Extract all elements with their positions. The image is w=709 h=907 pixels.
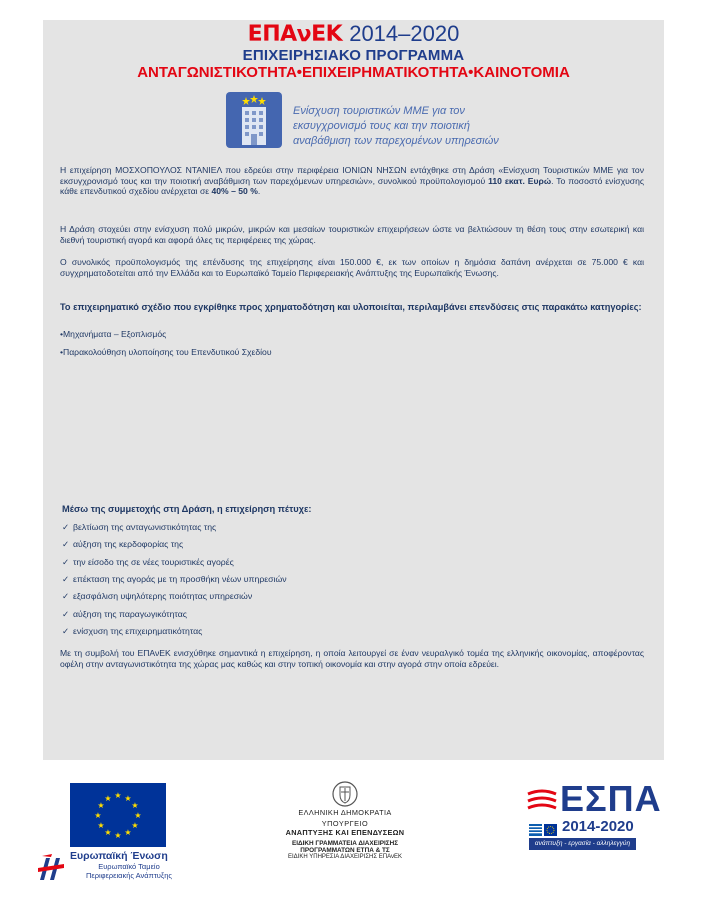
- check-icon: ✓: [62, 609, 70, 619]
- check-icon: ✓: [62, 574, 70, 584]
- check-icon: ✓: [62, 557, 70, 567]
- epanek-title: [43, 22, 664, 47]
- categories-intro: Το επιχειρηματικό σχέδιο που εγκρίθηκε προς χρηματοδότηση και υλοποιείται, περιλαμβάνει επενδύσεις στις παρακάτω κατηγορίες:: [60, 302, 642, 312]
- svg-text:★: ★: [131, 821, 139, 830]
- gr-ministry-name: ΑΝΑΠΤΥΞΗΣ ΚΑΙ ΕΠΕΝΔΥΣΕΩΝ: [285, 828, 405, 837]
- svg-text:★: ★: [104, 794, 112, 803]
- check-icon: ✓: [62, 539, 70, 549]
- eu-flag-icon: [70, 783, 166, 847]
- svg-text:★: ★: [97, 821, 105, 830]
- result-item: ✓ εξασφάλιση υψηλότερης ποιότητας υπηρεσιών: [62, 591, 253, 601]
- svg-text:★: ★: [114, 831, 122, 840]
- epanek-years: 2014–2020: [349, 21, 460, 46]
- espa-years: 2014-2020: [562, 818, 634, 835]
- erdf-logo-icon: [36, 852, 66, 882]
- ministry-block: [260, 786, 430, 860]
- category-item: •Μηχανήματα – Εξοπλισμός: [60, 329, 167, 339]
- gr-programs: ΠΡΟΓΡΑΜΜΑΤΩΝ ΕΤΠΑ & ΤΣ: [300, 847, 390, 854]
- results-title: Μέσω της συμμετοχής στη Δράση, η επιχείρηση πέτυχε:: [62, 504, 312, 514]
- result-item: ✓ αύξηση της κερδοφορίας της: [62, 539, 184, 549]
- espa-word: ΕΣΠΑ: [560, 778, 662, 819]
- category-item: •Παρακολούθηση υλοποίησης του Επενδυτικού Σχεδίου: [60, 347, 272, 357]
- intro-paragraph: Η επιχείρηση ΜΟΣΧΟΠΟΥΛΟΣ ΝΤΑΝΙΕΛ που εδρεύει στην περιφέρεια ΙΟΝΙΩΝ ΝΗΣΩΝ εντάχθηκε στη Δράση «Ενίσχυση Τουριστικών ΜΜΕ για τον εκσυγχρονισμό τους και την ποιοτική αναβάθμιση των παρεχόμενων υπηρεσιών», συνολικού προϋπολογισμού 110 εκατ. Ευρώ. Το ποσοστό ενίσχυσης κάθε επενδυτικού σχεδίου ανέρχεται σε 40% – 50 %.: [60, 165, 645, 197]
- program-slogan: ΑΝΤΑΓΩΝΙΣΤΙΚΟΤΗΤΑ•ΕΠΙΧΕΙΡΗΜΑΤΙΚΟΤΗΤΑ•ΚΑΙΝΟΤΟΜΙΑ: [137, 64, 570, 81]
- result-item: ✓ βελτίωση της ανταγωνιστικότητας της: [62, 522, 217, 532]
- svg-text:★: ★: [97, 801, 105, 810]
- gr-secretariat: ΕΙΔΙΚΗ ΓΡΑΜΜΑΤΕΙΑ ΔΙΑΧΕΙΡΙΣΗΣ: [291, 840, 399, 847]
- gr-service: ΕΙΔΙΚΗ ΥΠΗΡΕΣΙΑ ΔΙΑΧΕΙΡΙΣΗΣ ΕΠΑνΕΚ: [288, 854, 402, 860]
- svg-text:★: ★: [114, 791, 122, 800]
- svg-text:★: ★: [104, 828, 112, 837]
- program-title: ΕΠΙΧΕΙΡΗΣΙΑΚΟ ΠΡΟΓΡΑΜΜΑ: [242, 47, 465, 64]
- flags-icon: [529, 821, 557, 833]
- check-icon: ✓: [62, 591, 70, 601]
- result-item: ✓ επέκταση της αγοράς με τη προσθήκη νέων υπηρεσιών: [62, 574, 287, 584]
- action-title: Ενίσχυση τουριστικών ΜΜΕ για τον εκσυγχρονισμό τους και την ποιοτική αναβάθμιση των παρεχομένων υπηρεσιών: [293, 105, 499, 147]
- svg-text:★: ★: [134, 811, 142, 820]
- espa-slogan: ανάπτυξη - εργασία - αλληλεγγύη: [529, 838, 636, 850]
- svg-text:★: ★: [124, 828, 132, 837]
- gr-ministry: ΥΠΟΥΡΓΕΙΟ: [321, 819, 369, 828]
- check-icon: ✓: [62, 522, 70, 532]
- footer-logos: [0, 768, 709, 907]
- epanek-brand: ΕΠΑνΕΚ: [247, 22, 343, 47]
- result-item: ✓ την είσοδο της σε νέες τουριστικές αγορές: [62, 557, 234, 567]
- espa-swoosh-icon: [526, 786, 558, 816]
- check-icon: ✓: [62, 626, 70, 636]
- svg-text:★: ★: [124, 794, 132, 803]
- gr-republic: ΕΛΛΗΝΙΚΗ ΔΗΜΟΚΡΑΤΙΑ: [298, 808, 392, 817]
- result-item: ✓ ενίσχυση της επιχειρηματικότητας: [62, 626, 203, 636]
- eu-fund: Ευρωπαϊκό Ταμείο Περιφερειακής Ανάπτυξης: [85, 862, 173, 880]
- hotel-icon: [226, 92, 282, 148]
- budget-paragraph: Ο συνολικός προϋπολογισμός της επένδυσης της επιχείρησης είναι 150.000 €, εκ των οποίων η δημόσια δαπάνη ανέρχεται σε 75.000 € και συγχρηματοδοτείται από την Ελλάδα και το Ευρωπαϊκό Ταμείο Περιφερειακής Ανάπτυξης της Ευρωπαϊκής Ένωσης.: [60, 257, 644, 278]
- svg-text:★: ★: [131, 801, 139, 810]
- closing-paragraph: Με τη συμβολή του ΕΠΑνΕΚ ενισχύθηκε σημαντικά η επιχείρηση, η οποία λειτουργεί σε έναν νευραλγικό τομέα της ελληνικής οικονομίας, αποφέροντας οφέλη στην ανταγωνιστικότητα της χώρας μας καθώς και στην τοπική οικονομία και στην αγορά στην οποία εδρεύει.: [60, 648, 644, 669]
- result-item: ✓ αύξηση της παραγωγικότητας: [62, 609, 187, 619]
- poster-panel: [43, 20, 664, 760]
- goal-paragraph: Η Δράση στοχεύει στην ενίσχυση πολύ μικρών, μικρών και μεσαίων τουριστικών επιχειρήσεων ώστε να βελτιώσουν τη θέση τους στην εσωτερική και διεθνή τουριστική αγορά και αφορά όλες τις περιφέρειες της χώρας.: [60, 224, 644, 245]
- eu-name: Ευρωπαϊκή Ένωση: [70, 850, 168, 862]
- svg-text:★: ★: [94, 811, 102, 820]
